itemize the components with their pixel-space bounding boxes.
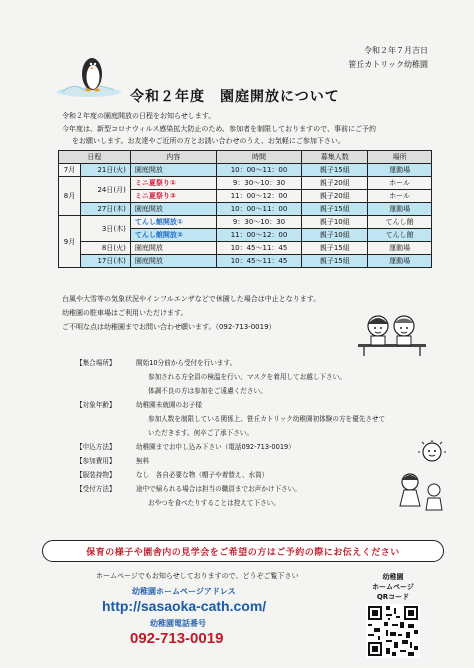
detail-label: 【集合場所】 [76,359,116,367]
month-cell: 7月 [59,164,81,177]
event-cell: 園庭開放 [130,164,216,177]
detail-text: 途中で帰られる場合は担当の職員までお声かけ下さい。 [136,485,301,493]
table-row [59,203,432,216]
month-cell: 9月 [59,216,81,268]
capacity-cell: 親子10組 [302,229,368,242]
time-cell: 11：00～12：00 [216,229,302,242]
capacity-cell: 親子20組 [302,177,368,190]
place-cell: ホール [368,190,432,203]
time-cell: 9：30～10：30 [216,216,302,229]
detail-text: なし 各自必要な物（帽子や着替え、水筒） [136,471,269,479]
capacity-cell: 親子15組 [302,164,368,177]
event-cell: ミニ夏祭り① [130,177,216,190]
page-title: 令和２年度 園庭開放について [130,89,340,105]
table-row [59,255,432,268]
qr-caption-line: 幼稚園 [382,573,404,581]
time-cell: 11：00～12：00 [216,190,302,203]
phone-number[interactable]: 092-713-0019 [130,630,224,647]
qr-caption-line: ホームページ [372,583,414,591]
place-cell: 運動場 [368,255,432,268]
header-place: 場所 [368,151,432,164]
tour-banner: 保育の様子や園舎内の見学会をご希望の方はご予約の際にお伝えください [42,540,444,562]
header-time: 時間 [216,151,302,164]
place-cell: てんし館 [368,229,432,242]
event-cell: 園庭開放 [130,203,216,216]
notes [62,292,320,334]
detail-text: 無料 [136,457,150,465]
event-cell: 園庭開放 [130,242,216,255]
day-cell: 8日(火) [80,242,130,255]
homepage-url[interactable]: http://sasaoka-cath.com/ [102,598,267,614]
intro-line: をお願いします。お友達やご近所の方とお誘い合わせのうえ、お気軽にご参加下さい。 [72,137,345,146]
date-block [348,44,428,72]
table-row [59,177,432,190]
header-content: 内容 [130,151,216,164]
detail-text: 開始10分前から受付を行います。 [136,359,237,367]
detail-fee [76,454,385,468]
intro-line: 今年度は、新型コロナウィルス感染拡大防止のため、参加者を制限しておりますので、事前にご予約 [62,124,376,133]
note-weather: 台風や大雪等の気象状況やインフルエンザなどで休園した場合は中止となります。 [62,295,321,303]
place-cell: ホール [368,177,432,190]
detail-label: 【対象年齢】 [76,401,116,409]
capacity-cell: 親子15組 [302,255,368,268]
detail-label: 【受付方法】 [76,485,116,493]
time-cell: 10：00～11：00 [216,164,302,177]
month-cell: 8月 [59,177,81,216]
detail-wear [76,468,385,482]
place-cell: 運動場 [368,164,432,177]
header-capacity: 募集人数 [302,151,368,164]
table-row [59,242,432,255]
event-cell: ミニ夏祭り② [130,190,216,203]
detail-sub: 参加される方全員の検温を行い、マスクを着用してお越し下さい。 [148,373,346,381]
sun-and-kids-illustration [392,440,448,512]
note-parking: 幼稚園の駐車場はご利用いただけます。 [62,309,188,317]
phone-label: 幼稚園電話番号 [150,619,206,628]
qr-caption-line: QRコード [376,593,410,601]
detail-target [76,398,385,412]
place-cell: 運動場 [368,242,432,255]
time-cell: 10：45～11：45 [216,242,302,255]
penguin-illustration [54,52,124,98]
detail-sub: 参加人数を制限している関係上、笹丘カトリック幼稚園初体験の方を優先させて [148,415,386,423]
day-cell: 21日(火) [80,164,130,177]
issue-date: 令和２年７月吉日 [364,46,428,55]
detail-sub: おやつを食べたりすることは控えて下さい。 [148,499,280,507]
detail-apply [76,440,385,454]
qr-caption [358,572,428,602]
detail-sub: いただきます。何卒ご了承下さい。 [148,429,253,437]
detail-label: 【参加費用】 [76,457,116,465]
capacity-cell: 親子20組 [302,190,368,203]
time-cell: 10：45～11：45 [216,255,302,268]
day-cell: 3日(木) [80,216,130,242]
capacity-cell: 親子15組 [302,242,368,255]
event-cell: てんし館開放② [130,229,216,242]
capacity-cell: 親子10組 [302,216,368,229]
time-cell: 9：30～10：30 [216,177,302,190]
detail-reception [76,482,385,496]
detail-label: 【服装持物】 [76,471,116,479]
schedule-table [58,150,432,268]
details-section [76,356,385,510]
day-cell: 27日(木) [80,203,130,216]
detail-text: 幼稚園までお申し込み下さい（電話092-713-0019） [136,443,295,451]
note-contact: ご不明な点は幼稚園までお問い合わせ願います。（092-713-0019） [62,323,276,331]
place-cell: 運動場 [368,203,432,216]
intro-text [62,110,442,148]
event-cell: 園庭開放 [130,255,216,268]
homepage-note: ホームページでもお知らせしておりますので、どうぞご覧下さい [96,572,299,580]
qr-code-icon[interactable] [366,604,420,658]
event-cell: てんし館開放① [130,216,216,229]
table-row [59,164,432,177]
intro-line: 令和２年度の園庭開放の日程をお知らせします。 [62,112,216,120]
detail-sub: 体調不良の方は参加をご遠慮ください。 [148,387,267,395]
detail-label: 【申込方法】 [76,443,116,451]
capacity-cell: 親子15組 [302,203,368,216]
organization-name: 笹丘カトリック幼稚園 [348,60,428,69]
place-cell: てんし館 [368,216,432,229]
detail-text: 幼稚園未就園のお子様 [136,401,202,409]
homepage-label: 幼稚園ホームページアドレス [132,587,236,596]
day-cell: 17日(木) [80,255,130,268]
header-date: 日程 [59,151,131,164]
children-illustration [356,312,428,356]
day-cell: 24日(月) [80,177,130,203]
table-row [59,216,432,229]
schedule-header-row [59,151,432,164]
time-cell: 10：00～11：00 [216,203,302,216]
detail-place [76,356,385,370]
